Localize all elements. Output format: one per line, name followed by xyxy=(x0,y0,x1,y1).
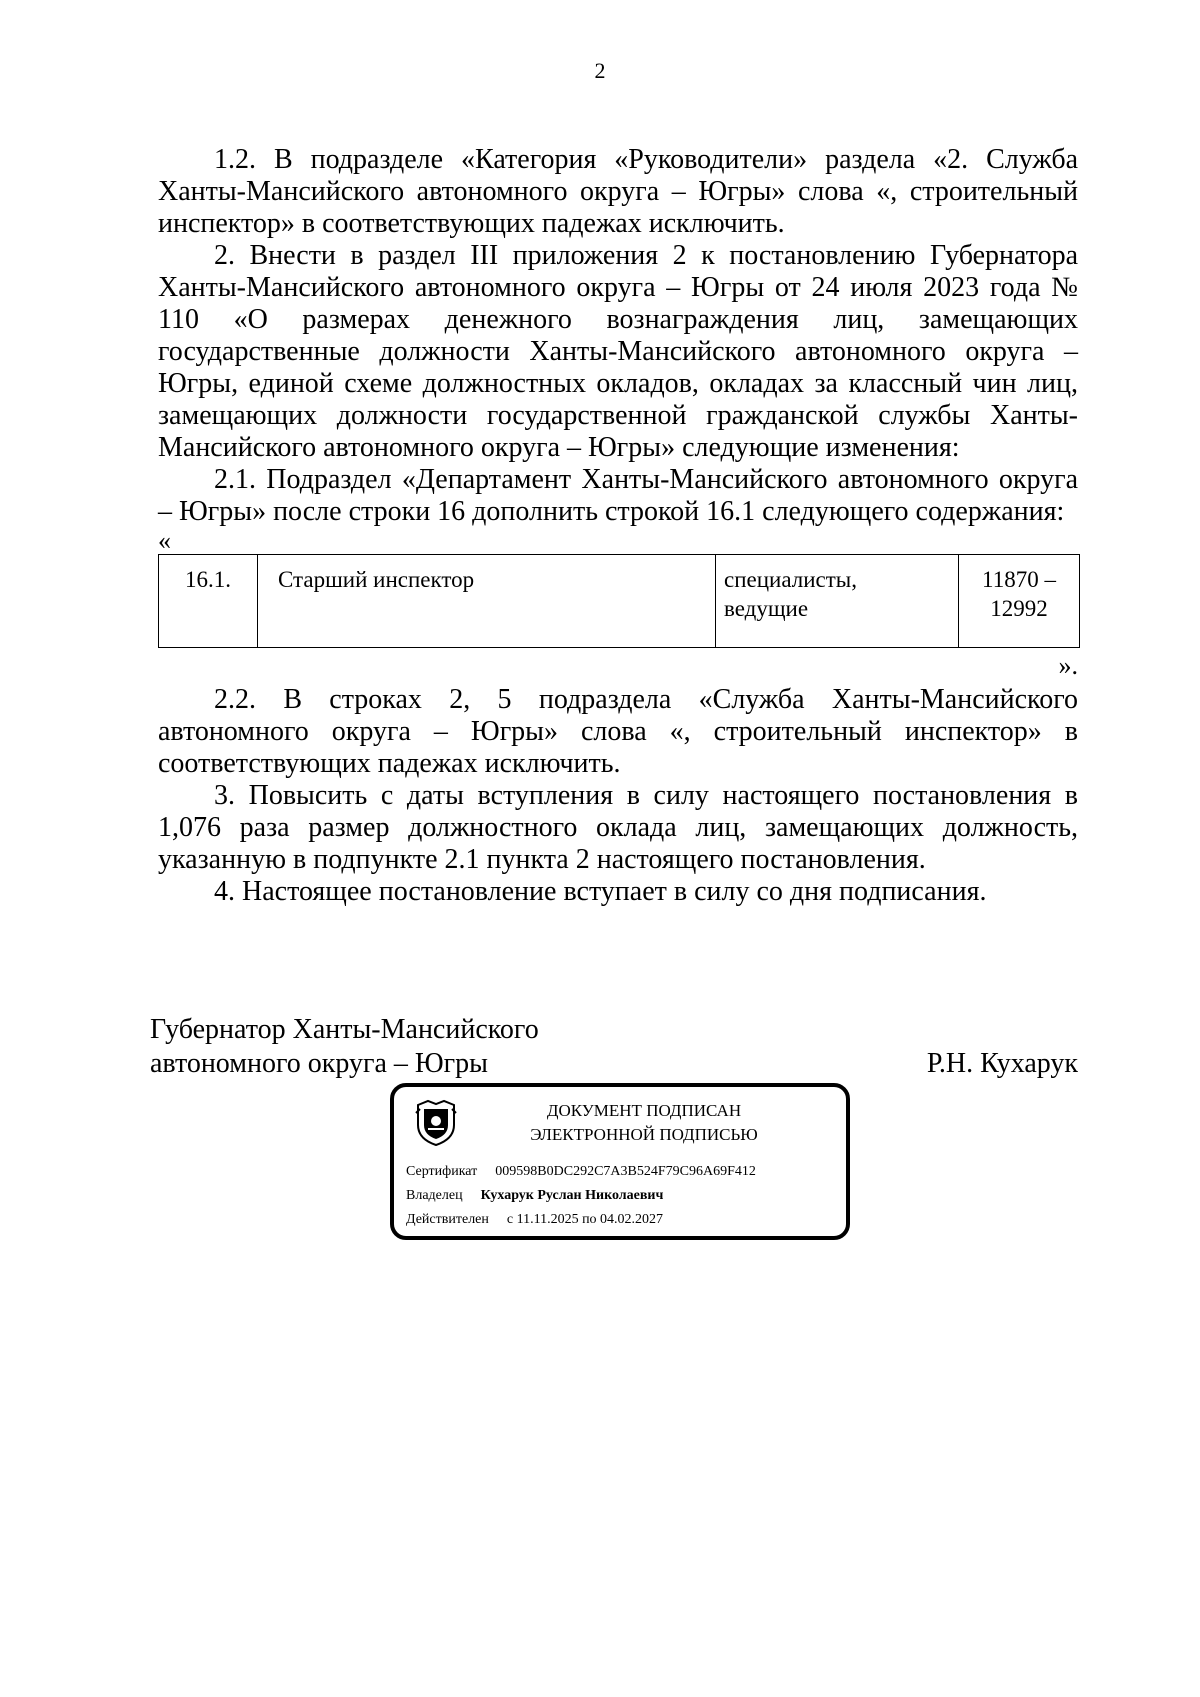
position-title-cell: Старший инспектор xyxy=(258,555,716,648)
validity-value: с 11.11.2025 по 04.02.2027 xyxy=(506,1212,664,1227)
paragraph-3: 3. Повысить с даты вступления в силу настоящего постановления в 1,076 раза размер должностного оклада лиц, замещающих должность, указанную в подпункте 2.1 пункта 2 настоящего постановления. xyxy=(158,780,1078,875)
certificate-value: 009598B0DC292C7A3B524F79C96A69F412 xyxy=(495,1164,756,1179)
stamp-heading-line-2: ЭЛЕКТРОННОЙ ПОДПИСЬЮ xyxy=(530,1125,758,1144)
coat-of-arms-icon xyxy=(414,1099,458,1147)
certificate-label: Сертификат xyxy=(406,1164,478,1179)
signatory-position xyxy=(150,1013,539,1081)
paragraph-2-2: 2.2. В строках 2, 5 подраздела «Служба Ханты-Мансийского автономного округа – Югры» слова «, строительный инспектор» в соответствующих падежах исключить. xyxy=(158,684,1078,779)
document-body xyxy=(158,144,1078,908)
amendment-table xyxy=(158,554,1080,648)
table-close-quote: ». xyxy=(1058,651,1078,680)
paragraph-4: 4. Настоящее постановление вступает в силу со дня подписания. xyxy=(214,876,987,907)
table-row xyxy=(159,555,1080,648)
validity-label: Действителен xyxy=(406,1212,489,1227)
paragraph-2: 2. Внести в раздел III приложения 2 к постановлению Губернатора Ханты-Мансийского автономного округа – Югры от 24 июля 2023 года № 110 «О размерах денежного вознаграждения лиц, замещающих государственные должности Ханты-Мансийского автономного округа – Югры, единой схеме должностных окладов, окладах за классный чин лиц, замещающих должности государственной гражданской службы Ханты-Мансийского автономного округа – Югры» следующие изменения: xyxy=(158,240,1078,463)
stamp-heading-line-1: ДОКУМЕНТ ПОДПИСАН xyxy=(546,1101,742,1120)
signatory-name: Р.Н. Кухарук xyxy=(926,1048,1078,1079)
paragraph-1-2: 1.2. В подразделе «Категория «Руководители» раздела «2. Служба Ханты-Мансийского автономного округа – Югры» слова «, строительный инспектор» в соответствующих падежах исключить. xyxy=(158,144,1078,239)
position-group-cell: специалисты, ведущие xyxy=(716,555,959,648)
owner-value: Кухарук Руслан Николаевич xyxy=(480,1188,664,1203)
row-number-cell: 16.1. xyxy=(159,555,258,648)
signatory-position-line-2: автономного округа – Югры xyxy=(150,1048,488,1079)
table-open-quote: « xyxy=(158,526,171,555)
owner-row xyxy=(406,1187,663,1205)
page-number: 2 xyxy=(594,58,606,83)
salary-range-cell: 11870 – 12992 xyxy=(959,555,1080,648)
paragraph-2-1: 2.1. Подраздел «Департамент Ханты-Мансийского автономного округа – Югры» после строки 16 дополнить строкой 16.1 следующего содержания: xyxy=(158,464,1078,527)
validity-row xyxy=(406,1211,663,1229)
owner-label: Владелец xyxy=(406,1188,463,1203)
certificate-row xyxy=(406,1163,756,1181)
stamp-heading xyxy=(514,1099,774,1147)
electronic-signature-stamp xyxy=(390,1083,850,1240)
signatory-position-line-1: Губернатор Ханты-Мансийского xyxy=(150,1014,539,1045)
